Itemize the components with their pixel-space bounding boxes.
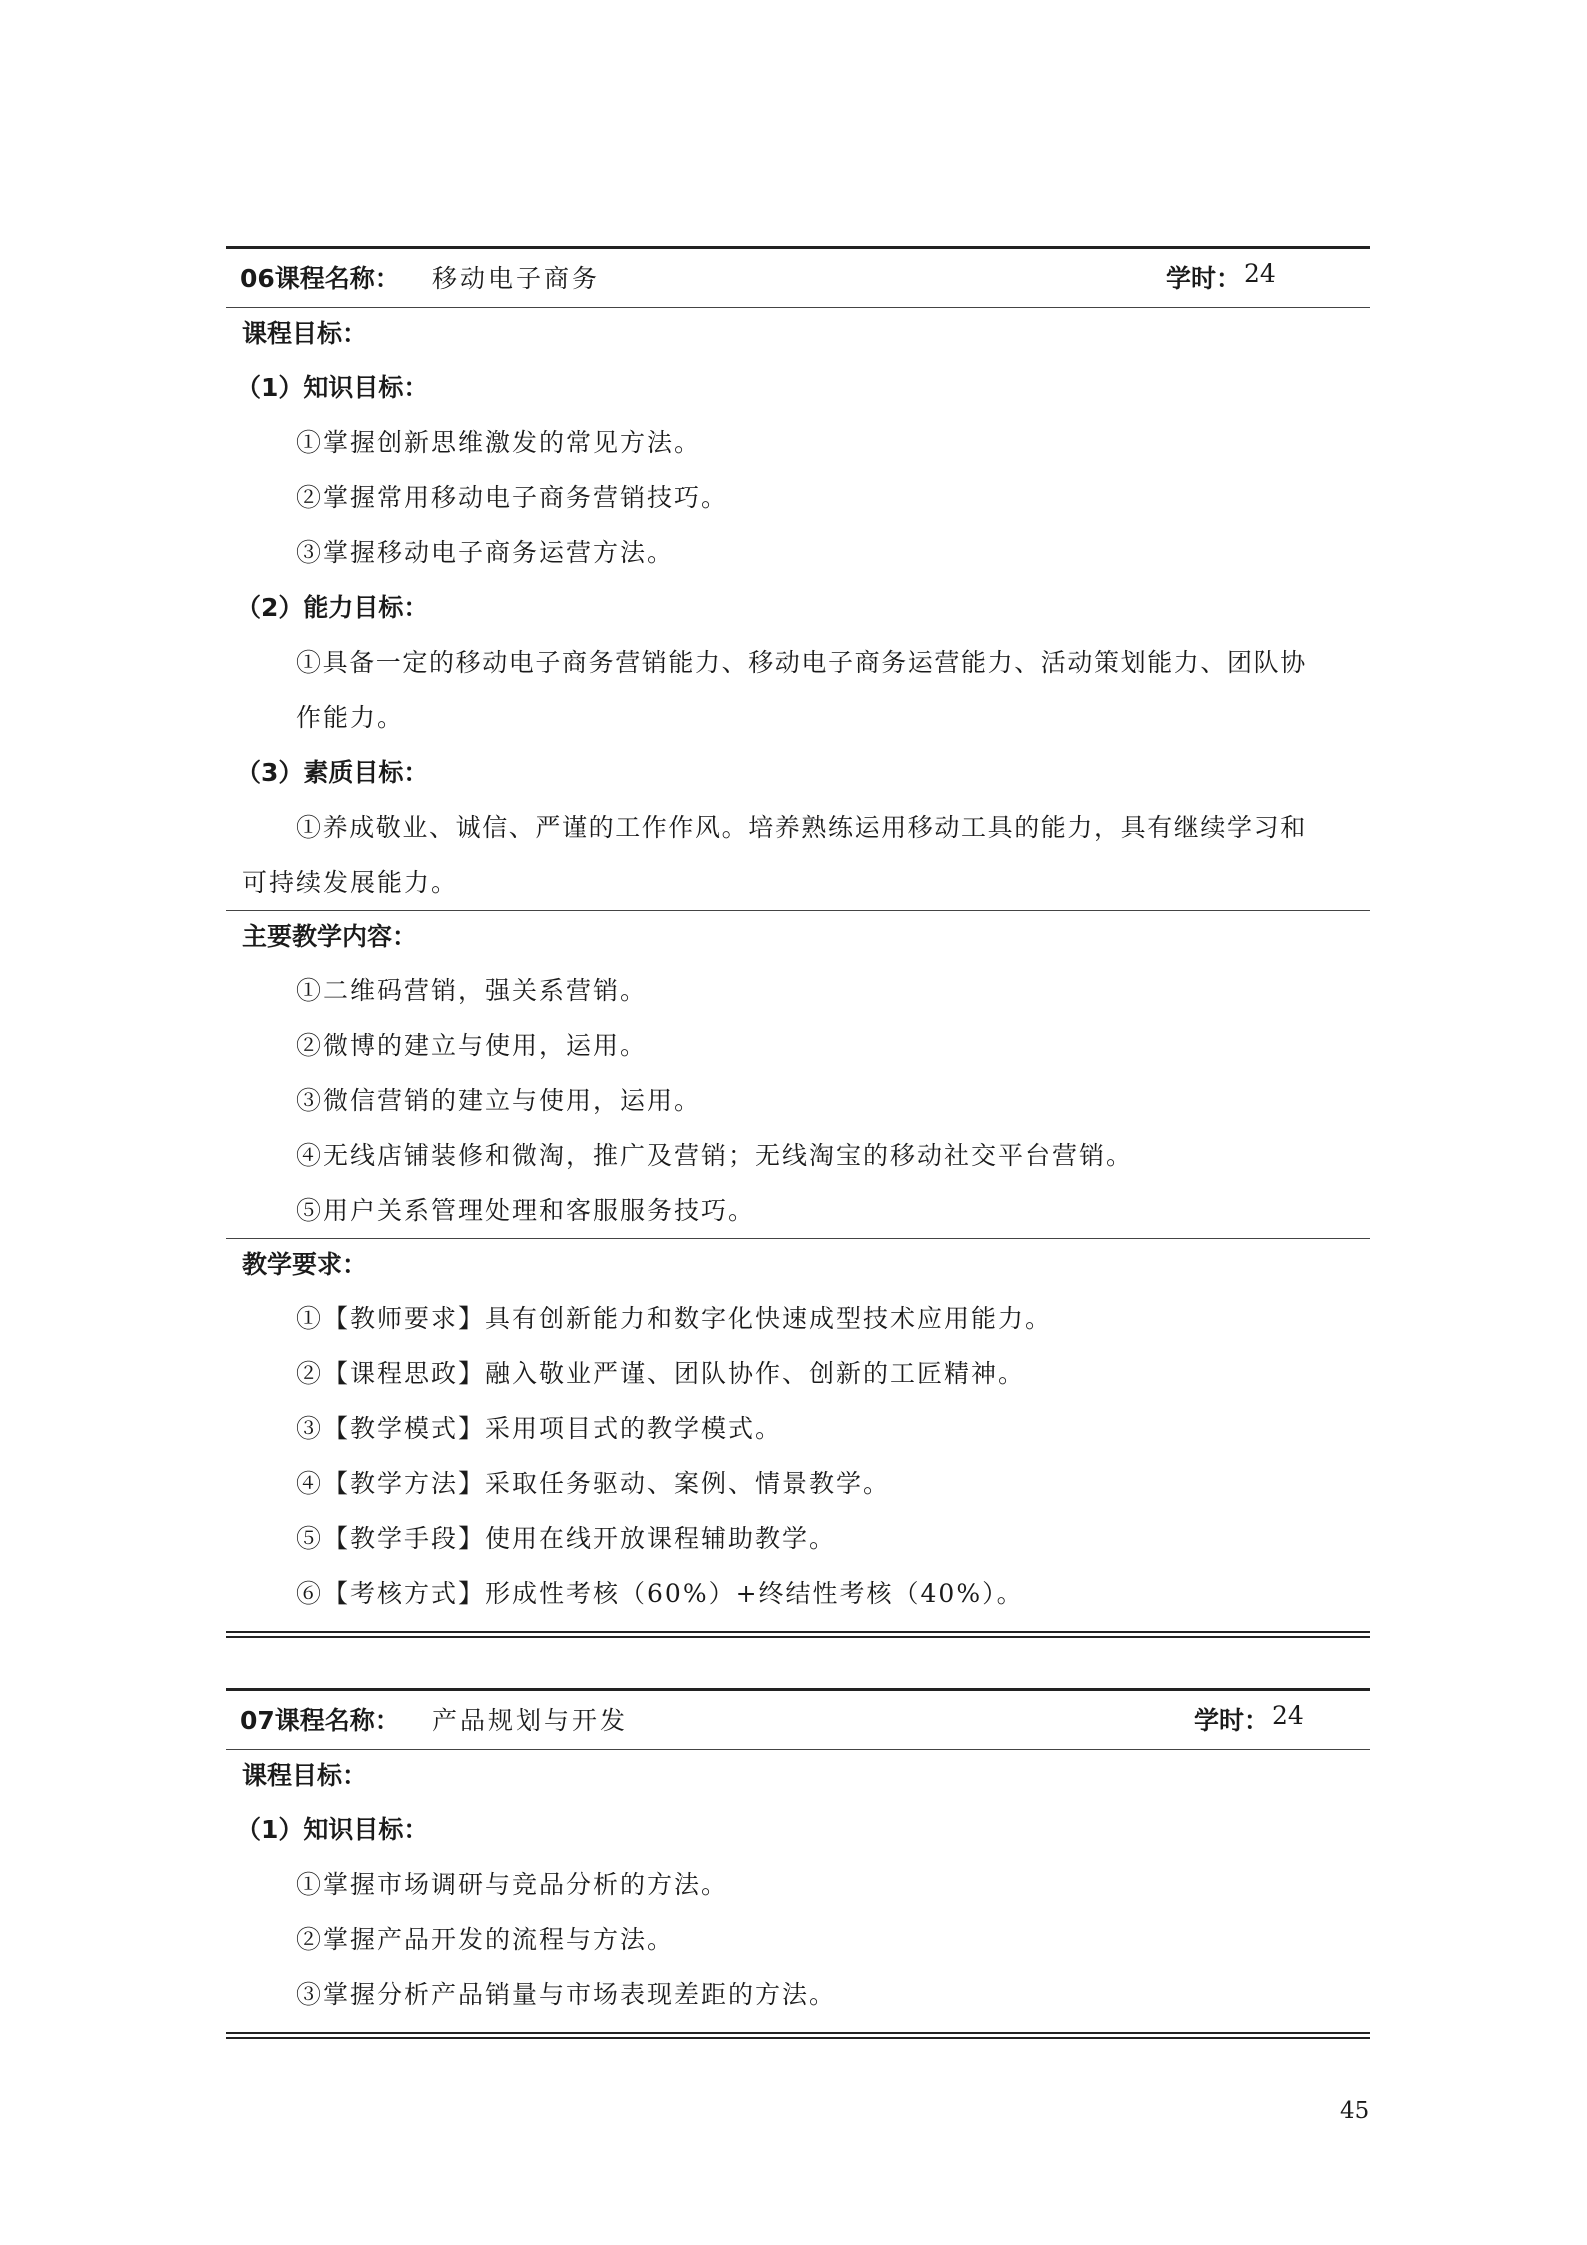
course-name: 移动电子商务 <box>432 264 601 293</box>
course-name-label: 课程名称： <box>274 1706 400 1735</box>
ability-heading: （2）能力目标： <box>236 593 429 622</box>
course-number-label <box>240 1701 400 1737</box>
hours-value: 24 <box>1272 1701 1304 1730</box>
page-number: 45 <box>1340 2098 1370 2124</box>
table-bottom-border <box>226 1631 1370 1638</box>
requirement-item: ⑥【考核方式】形成性考核（60%）+终结性考核（40%）。 <box>296 1579 1024 1608</box>
course-name: 产品规划与开发 <box>432 1706 629 1735</box>
content-item: ④无线店铺装修和微淘，推广及营销；无线淘宝的移动社交平台营销。 <box>296 1141 1134 1170</box>
course-number: 07 <box>240 1706 275 1735</box>
table-bottom-border <box>226 2032 1370 2039</box>
course-07-section <box>226 1688 1370 2039</box>
requirement-item: ②【课程思政】融入敬业严谨、团队协作、创新的工匠精神。 <box>296 1359 1026 1388</box>
course-number-label <box>240 259 400 295</box>
requirement-item: ③【教学模式】采用项目式的教学模式。 <box>296 1414 783 1443</box>
quality-item-line: 可持续发展能力。 <box>242 868 459 897</box>
hours-value: 24 <box>1244 259 1276 288</box>
course-06-section <box>226 246 1370 1638</box>
quality-item-line: ①养成敬业、诚信、严谨的工作作风。培养熟练运用移动工具的能力，具有继续学习和 <box>296 813 1307 842</box>
content-item: ③微信营销的建立与使用，运用。 <box>296 1086 702 1115</box>
requirement-item: ④【教学方法】采取任务驱动、案例、情景教学。 <box>296 1469 891 1498</box>
knowledge-heading: （1）知识目标： <box>236 1815 429 1844</box>
content-heading: 主要教学内容： <box>242 922 418 951</box>
knowledge-heading: （1）知识目标： <box>236 373 429 402</box>
knowledge-item: ①掌握创新思维激发的常见方法。 <box>296 428 702 457</box>
objectives-heading: 课程目标： <box>242 319 368 348</box>
knowledge-item: ①掌握市场调研与竞品分析的方法。 <box>296 1870 729 1899</box>
objectives-heading: 课程目标： <box>242 1761 368 1790</box>
requirements-heading: 教学要求： <box>242 1250 368 1279</box>
ability-item-line: 作能力。 <box>296 703 405 732</box>
course-header <box>226 1691 1370 1749</box>
knowledge-item: ③掌握移动电子商务运营方法。 <box>296 538 675 567</box>
knowledge-item: ③掌握分析产品销量与市场表现差距的方法。 <box>296 1980 837 2009</box>
content-item: ①二维码营销，强关系营销。 <box>296 976 648 1005</box>
course-number: 06 <box>240 264 275 293</box>
hours-label: 学时： <box>1166 264 1242 293</box>
hours-label: 学时： <box>1194 1706 1270 1735</box>
quality-heading: （3）素质目标： <box>236 758 429 787</box>
course-name-label: 课程名称： <box>274 264 400 293</box>
course-header <box>226 249 1370 307</box>
content-item: ②微博的建立与使用，运用。 <box>296 1031 648 1060</box>
knowledge-item: ②掌握常用移动电子商务营销技巧。 <box>296 483 729 512</box>
content-item: ⑤用户关系管理处理和客服服务技巧。 <box>296 1196 756 1225</box>
requirement-item: ⑤【教学手段】使用在线开放课程辅助教学。 <box>296 1524 837 1553</box>
knowledge-item: ②掌握产品开发的流程与方法。 <box>296 1925 675 1954</box>
requirement-item: ①【教师要求】具有创新能力和数字化快速成型技术应用能力。 <box>296 1304 1053 1333</box>
ability-item-line: ①具备一定的移动电子商务营销能力、移动电子商务运营能力、活动策划能力、团队协 <box>296 648 1307 677</box>
